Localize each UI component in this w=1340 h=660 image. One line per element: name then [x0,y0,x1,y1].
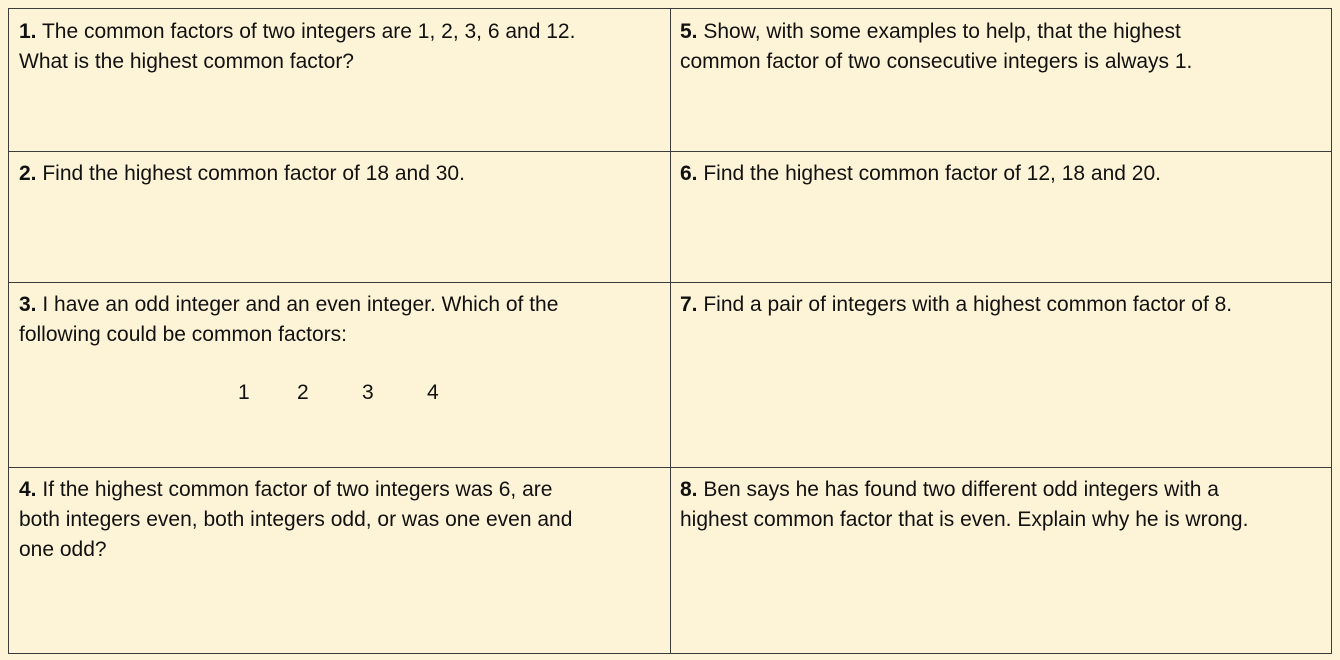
option-1: 1 [238,381,250,404]
question-2-cell [9,151,670,282]
question-2-text: Find the highest common factor of 18 and 30. [42,162,465,185]
question-4-cell [9,467,670,653]
question-2-number: 2. [19,162,37,185]
question-3-cell [9,282,670,467]
question-4-number: 4. [19,478,37,501]
question-5-number: 5. [680,20,698,43]
question-3-number: 3. [19,293,37,316]
question-3-text: I have an odd integer and an even integer. Which of the following could be common factors: [19,293,559,346]
question-8-cell [670,467,1331,653]
question-5-cell [670,9,1331,151]
question-6-text: Find the highest common factor of 12, 18 and 20. [703,162,1161,185]
question-4-text: If the highest common factor of two integers was 6, are both integers even, both integers odd, or was one even and one odd? [19,478,573,561]
option-3: 3 [362,381,374,404]
option-4: 4 [427,381,439,404]
question-6-number: 6. [680,162,698,185]
question-1-cell [9,9,670,151]
question-5-text: Show, with some examples to help, that the highest common factor of two consecutive integers is always 1. [680,20,1193,73]
question-8-text: Ben says he has found two different odd integers with a highest common factor that is even. Explain why he is wrong. [680,478,1249,531]
question-1-number: 1. [19,20,37,43]
question-7-text: Find a pair of integers with a highest common factor of 8. [703,293,1233,316]
worksheet-table [8,8,1332,654]
question-7-cell [670,282,1331,467]
question-8-number: 8. [680,478,698,501]
question-7-number: 7. [680,293,698,316]
question-6-cell [670,151,1331,282]
option-2: 2 [297,381,309,404]
question-1-text: The common factors of two integers are 1, 2, 3, 6 and 12. What is the highest common factor? [19,20,576,73]
